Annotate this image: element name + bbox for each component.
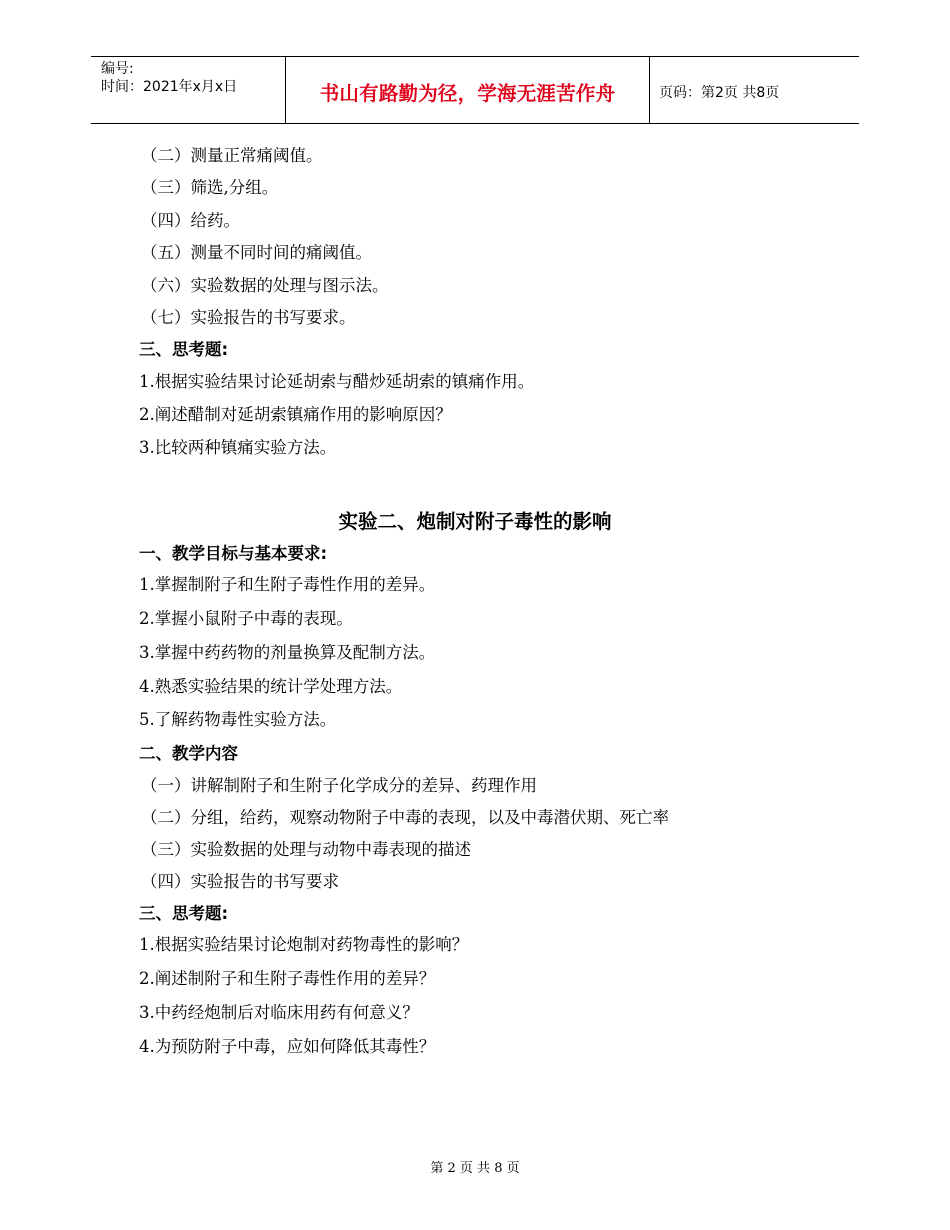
header-motto: 书山有路勤为径，学海无涯苦作舟 [319, 82, 616, 105]
question-item: 2.阐述制附子和生附子毒性作用的差异？ [139, 969, 436, 988]
header-page-info: 页码：第2页 共8页 [659, 85, 780, 101]
page-footer: 第 2 页 共 8 页 [430, 1161, 520, 1176]
question-item: 1.根据实验结果讨论延胡索与醋炒延胡索的镇痛作用。 [139, 372, 535, 391]
step-item: （七）实验报告的书写要求。 [141, 308, 356, 327]
document-code-label: 编号: [101, 61, 134, 77]
questions-heading: 三、思考题: [139, 904, 229, 923]
content-item: （二）分组，给药，观察动物附子中毒的表现，以及中毒潜伏期、死亡率 [141, 808, 669, 827]
content-heading: 二、教学内容 [139, 744, 238, 763]
header-page-cell [649, 57, 859, 123]
questions-heading: 三、思考题: [139, 340, 229, 359]
content-item: （一）讲解制附子和生附子化学成分的差异、药理作用 [141, 776, 537, 795]
page-header [91, 56, 859, 124]
goal-item: 4.熟悉实验结果的统计学处理方法。 [139, 677, 403, 696]
goal-item: 1.掌握制附子和生附子毒性作用的差异。 [139, 575, 436, 594]
question-item: 3.比较两种镇痛实验方法。 [139, 438, 337, 457]
goals-heading: 一、教学目标与基本要求: [139, 544, 328, 563]
goal-item: 5.了解药物毒性实验方法。 [139, 710, 337, 729]
step-item: （四）给药。 [141, 211, 240, 230]
content-item: （四）实验报告的书写要求 [141, 872, 339, 891]
header-meta-cell [91, 57, 285, 123]
goal-item: 2.掌握小鼠附子中毒的表现。 [139, 609, 353, 628]
experiment-title: 实验二、炮制对附子毒性的影响 [338, 510, 612, 533]
question-item: 1.根据实验结果讨论炮制对药物毒性的影响？ [139, 935, 469, 954]
step-item: （三）筛选,分组。 [141, 178, 279, 197]
step-item: （五）测量不同时间的痛阈值。 [141, 243, 372, 262]
document-time-label: 时间：2021年x月x日 [101, 79, 238, 95]
question-item: 3.中药经炮制后对临床用药有何意义？ [139, 1003, 419, 1022]
step-item: （六）实验数据的处理与图示法。 [141, 276, 389, 295]
question-item: 4.为预防附子中毒，应如何降低其毒性？ [139, 1037, 436, 1056]
header-motto-cell [285, 57, 650, 123]
goal-item: 3.掌握中药药物的剂量换算及配制方法。 [139, 643, 436, 662]
question-item: 2.阐述醋制对延胡索镇痛作用的影响原因？ [139, 405, 452, 424]
content-item: （三）实验数据的处理与动物中毒表现的描述 [141, 840, 471, 859]
step-item: （二）测量正常痛阈值。 [141, 146, 323, 165]
